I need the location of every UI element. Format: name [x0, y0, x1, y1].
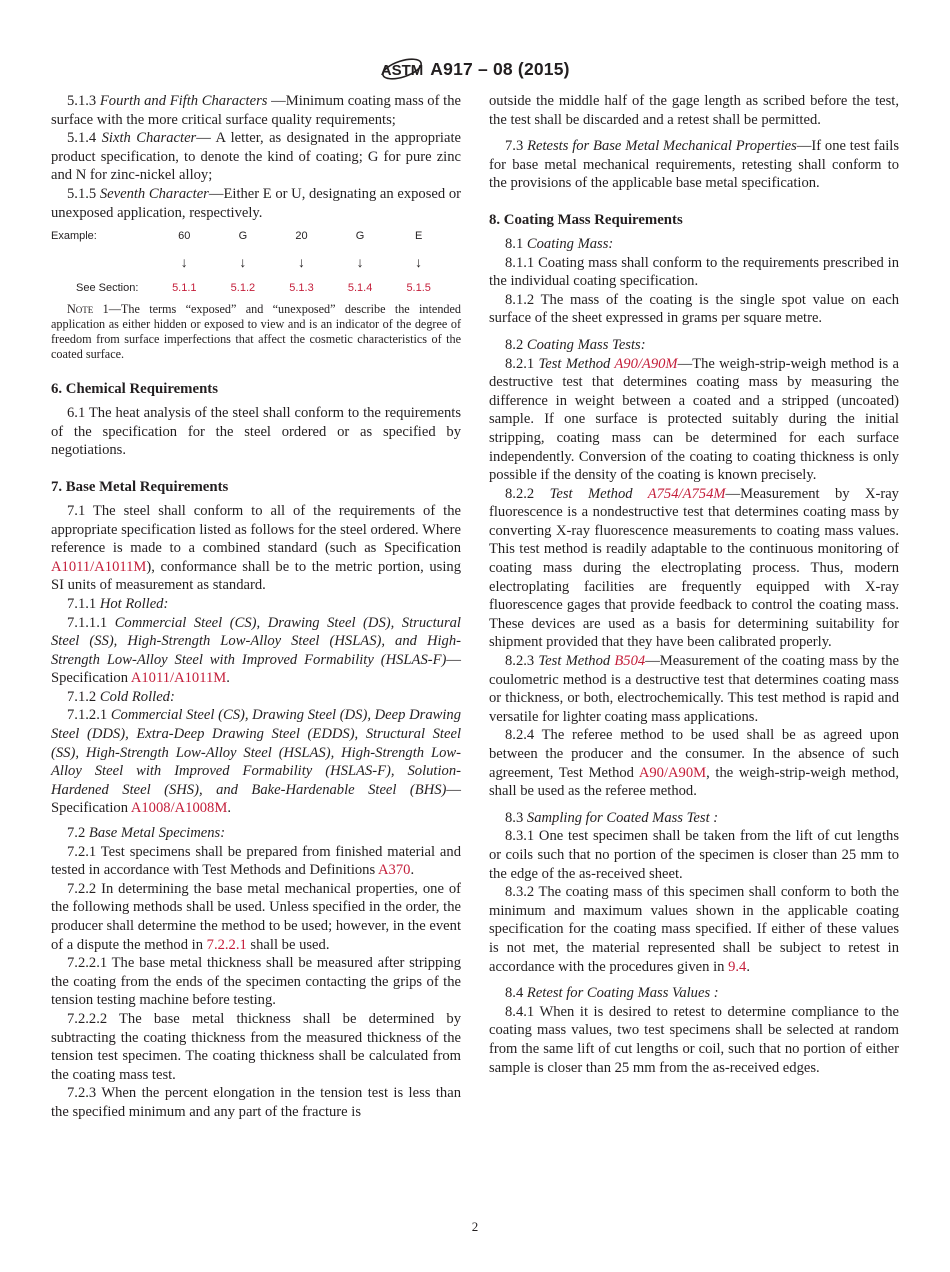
link-a1008[interactable]: A1008/A1008M [130, 800, 228, 817]
example-arrows-row [51, 256, 461, 282]
section-7-1-1: 7.1.1 Hot Rolled: [67, 595, 169, 612]
arrow-down-icon: ↓ [239, 254, 247, 271]
section-6-heading: 6. Chemical Requirements [51, 381, 218, 398]
link-a90[interactable]: A90/A90M [614, 355, 678, 372]
svg-text:ASTM: ASTM [381, 62, 424, 79]
link-a90[interactable]: A90/A90M [638, 764, 707, 781]
section-6-1: 6.1 The heat analysis of the steel shall conform to the requirements of the specification for the steel ordered or as specified by negotiations. [51, 405, 461, 459]
page-header [0, 54, 950, 86]
section-8-2-1: 8.2.1 Test Method A90/A90M—The weigh-strip-weigh method is a destructive test that determines coating mass by measuring the difference in weight between a coated and a stripped (uncoated) sample. If one surface is protected suitably during the initial stripping, coating mass can be determined for each surface independently. Conversion of the coating to coating thickness is only possible if the density of the coating is known precisely. [489, 355, 899, 484]
section-8-2-3: 8.2.3 Test Method B504—Measurement of the coating mass by the coulometric method is a destructive test that determines coating mass or thickness, or both, electrochemically. This test method is rapid and versatile for lighter coating mass applications. [489, 653, 899, 725]
section-8-4: 8.4 Retest for Coating Mass Values : [505, 985, 719, 1002]
section-7-1-2: 7.1.2 Cold Rolled: [67, 688, 175, 705]
link-a370[interactable]: A370 [378, 862, 411, 879]
example-sections-row: See Section: 5.1.1 5.1.2 5.1.3 5.1.4 5.1.5 [51, 282, 461, 302]
section-7-2: 7.2 Base Metal Specimens: [67, 825, 226, 842]
section-7-2-2: 7.2.2 In determining the base metal mechanical properties, one of the following methods shall be used. Unless specified in the order, the producer shall determine the method to be used; however, in the event of a dispute the method in 7.2.2.1 shall be used. [51, 880, 461, 953]
section-8-3-2: 8.3.2 The coating mass of this specimen shall conform to both the minimum and maximum values shown in the applicable coating specification for the coating mass specified. If either of these values is not met, the material represented shall be subject to retest in accordance with the procedures given in 9.4. [489, 884, 899, 975]
section-8-1-1: 8.1.1 Coating mass shall conform to the requirements prescribed in the individual coating specification. [489, 254, 899, 290]
section-5-1-4: 5.1.4 Sixth Character— A letter, as designated in the appropriate product specification, to denote the kind of coating; G for pure zinc and N for zinc-nickel alloy; [51, 130, 461, 184]
section-7-2-3-continued: outside the middle half of the gage length as scribed before the test, the test shall be discarded and a retest shall be permitted. [489, 93, 899, 128]
section-5-1-3: 5.1.3 Fourth and Fifth Characters —Minimum coating mass of the surface with the more critical surface quality requirements; [51, 93, 461, 128]
arrow-down-icon: ↓ [297, 254, 305, 271]
right-column [489, 92, 899, 1077]
section-7-2-3: 7.2.3 When the percent elongation in the tension test is less than the specified minimum and any part of the fracture is [51, 1085, 461, 1120]
section-7-2-2-1: 7.2.2.1 The base metal thickness shall be measured after stripping the coating from the ends of the specimen contacting the grips of the tension testing machine before testing. [51, 955, 461, 1009]
link-a1011[interactable]: A1011/A1011M [51, 558, 147, 575]
left-column [51, 92, 461, 1122]
link-a754[interactable]: A754/A754M [647, 485, 726, 502]
section-7-2-1: 7.2.1 Test specimens shall be prepared from finished material and tested in accordance with Test Methods and Definitions A370. [51, 843, 461, 879]
section-8-2: 8.2 Coating Mass Tests: [505, 336, 646, 353]
section-7-3: 7.3 Retests for Base Metal Mechanical Properties—If one test fails for base metal mechanical requirements, retesting shall conform to the provisions of the applicable base metal specification. [489, 138, 899, 192]
section-8-3-1: 8.3.1 One test specimen shall be taken from the lift of cut lengths or coils such that no portion of the specimen is closer than 25 mm to the edge of the as-received sheet. [489, 828, 899, 882]
section-8-1-2: 8.1.2 The mass of the coating is the single spot value on each surface of the sheet expressed in grams per square metre. [489, 291, 899, 327]
page-number: 2 [471, 1219, 479, 1234]
section-8-3: 8.3 Sampling for Coated Mass Test : [505, 809, 719, 826]
section-link[interactable]: 5.1.4 [347, 282, 373, 295]
section-8-1: 8.1 Coating Mass: [505, 235, 614, 252]
document-title: A917 – 08 (2015) [430, 58, 570, 79]
section-8-heading: 8. Coating Mass Requirements [489, 211, 683, 228]
note-1: Note 1—The terms “exposed” and “unexposed” describe the intended application as either hidden or exposed to view and is an indicator of the degree of freedom from surface imperfections that affect the cosmetic characteristics of the coated surface. [51, 302, 462, 362]
section-8-2-4: 8.2.4 The referee method to be used shall be as agreed upon between the producer and the consumer. In the absence of such agreement, Test Method A90/A90M, the weigh-strip-weigh method, shall be used as the referee method. [489, 727, 899, 800]
section-link[interactable]: 5.1.5 [406, 282, 431, 295]
section-link[interactable]: 5.1.1 [172, 282, 197, 295]
section-7-1-1-1: 7.1.1.1 Commercial Steel (CS), Drawing Steel (DS), Structural Steel (SS), High-Strength Low-Alloy Steel (HSLAS), and High-Strength Low-Alloy Steel with Improved Formability (HSLAS-F)—Specification A1011/A1011M. [51, 614, 461, 687]
link-9-4[interactable]: 9.4 [728, 958, 747, 975]
section-link[interactable]: 5.1.2 [230, 282, 256, 295]
section-7-1: 7.1 The steel shall conform to all of the requirements of the appropriate specification listed as follows for the steel ordered. Where reference is made to a combined standard (such as Specification A1011/A1011M), conformance shall be to the metric portion, using SI units of measurement as standard. [51, 502, 461, 594]
arrow-down-icon: ↓ [415, 254, 423, 271]
section-8-4-1: 8.4.1 When it is desired to retest to determine compliance to the coating mass values, two test specimens shall be selected at random from the same lift of cut lengths or coil, such that no portion of either sample is closer than 25 mm from the as-received edges. [489, 1003, 899, 1076]
section-7-1-2-1: 7.1.2.1 Commercial Steel (CS), Drawing Steel (DS), Deep Drawing Steel (DDS), Extra-Deep Drawing Steel (EDDS), Structural Steel (SS), High-Strength Low-Alloy Steel (HSLAS), High-Strength Low-Alloy Steel with Improved Formability (HSLAS-F), Solution-Hardened Steel (SHS), and Bake-Hardenable Steel (BHS)—Specification A1008/A1008M. [51, 707, 461, 817]
link-a1011[interactable]: A1011/A1011M [130, 670, 227, 687]
section-7-heading: 7. Base Metal Requirements [51, 478, 229, 495]
section-7-2-2-2: 7.2.2.2 The base metal thickness shall be determined by subtracting the coating thickness from the measured thickness of the tension test specimen. The coating thickness shall be calculated from the coating mass test. [51, 1010, 461, 1083]
link-7-2-2-1[interactable]: 7.2.2.1 [206, 936, 247, 953]
section-8-2-2: 8.2.2 Test Method A754/A754M—Measurement by X-ray fluorescence is a nondestructive test that determines coating mass by converting X-ray fluorescence measurements to coating mass values. This test method is readily adaptable to the continuous monitoring of coating mass during the electroplating process. Thus, modern electroplating facilities are frequently equipped with X-ray fluorescence gages that provide feedback to control the coating mass. These devices are used as a basis for determining suitability for shipment provided that they have been calibrated properly. [489, 485, 899, 651]
arrow-down-icon: ↓ [356, 254, 364, 271]
arrow-down-icon: ↓ [180, 254, 188, 271]
section-link[interactable]: 5.1.3 [289, 282, 314, 295]
section-5-1-5: 5.1.5 Seventh Character—Either E or U, designating an exposed or unexposed application, respectively. [51, 185, 461, 221]
example-values-row: Example: 60 G 20 G E [51, 230, 423, 243]
designation-example [51, 230, 461, 302]
astm-logo-icon [380, 54, 424, 84]
link-b504[interactable]: B504 [614, 653, 646, 670]
